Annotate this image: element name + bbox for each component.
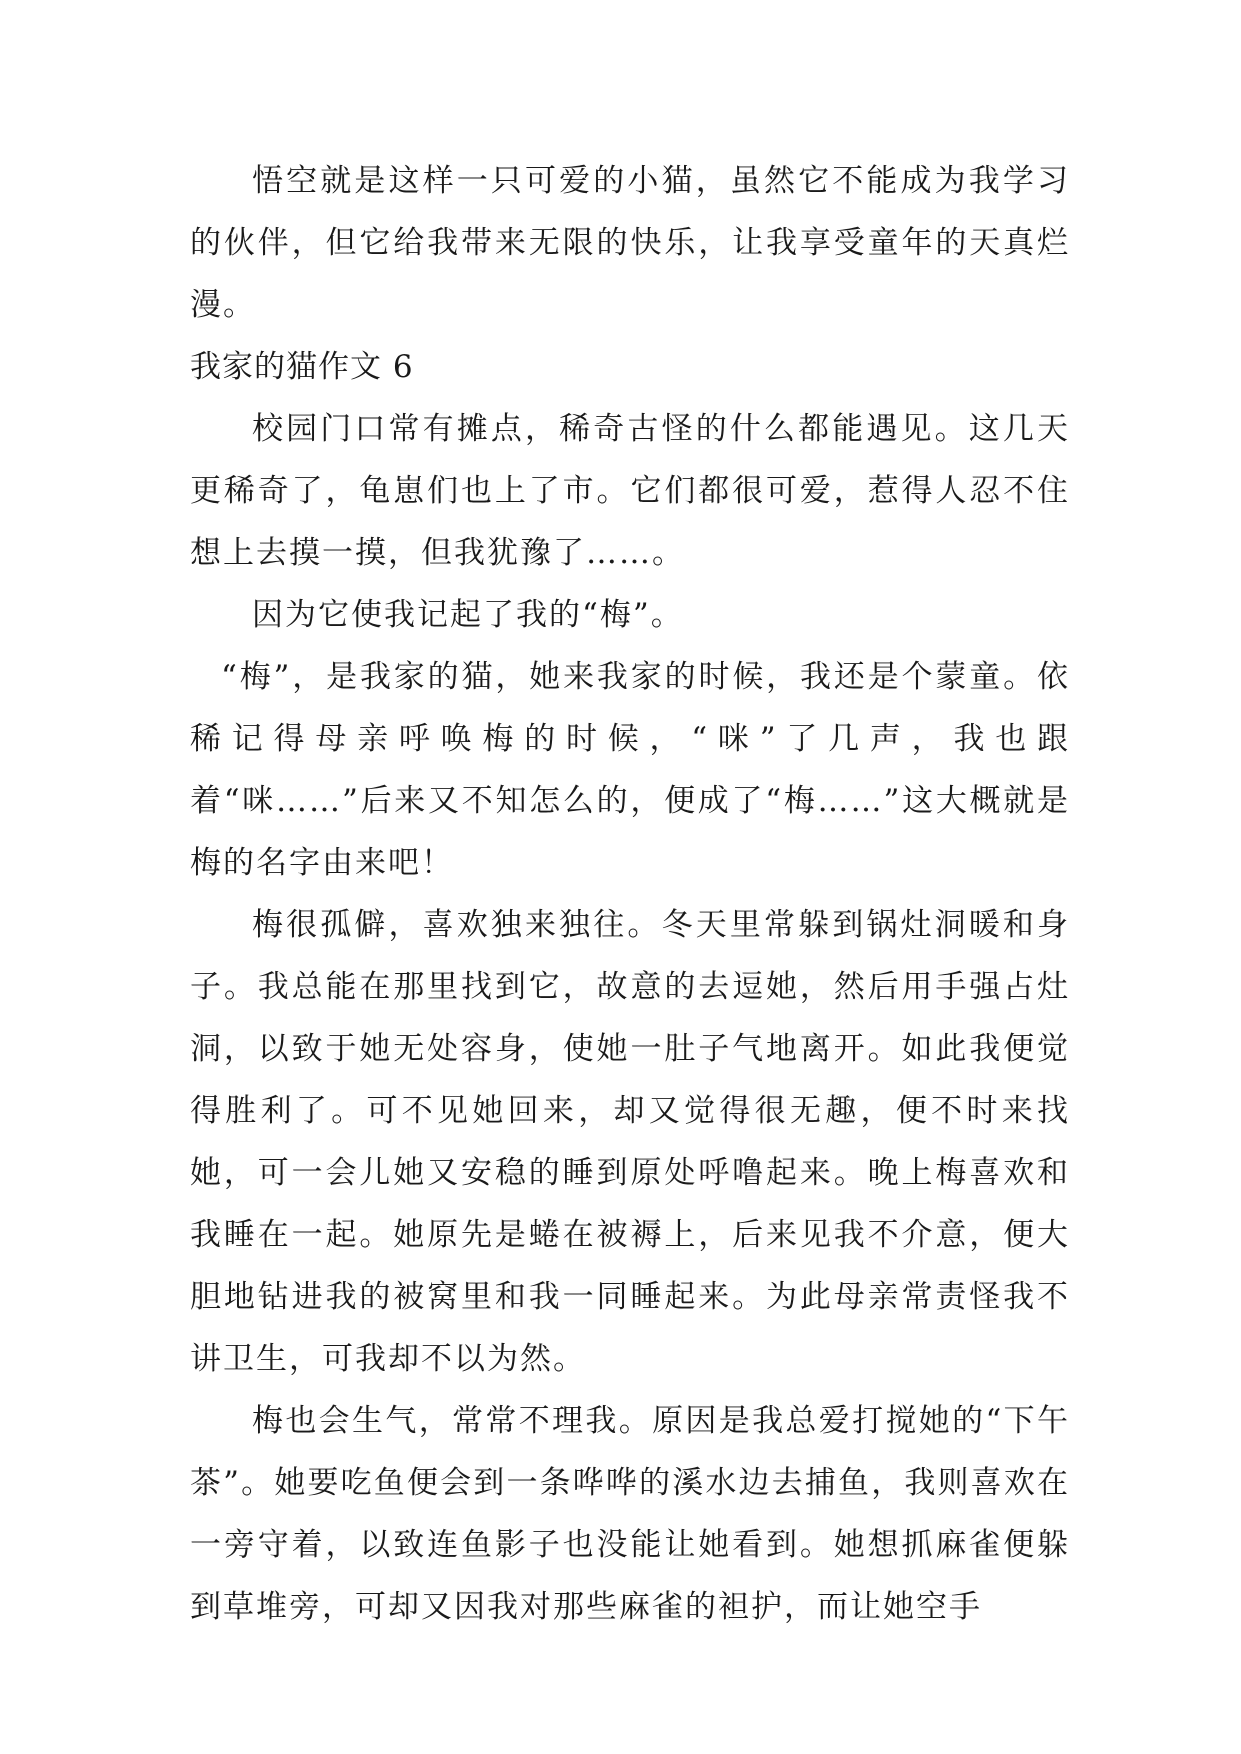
paragraph: 校园门口常有摊点，稀奇古怪的什么都能遇见。这几天更稀奇了，龟崽们也上了市。它们都很可爱，惹得人忍不住想上去摸一摸，但我犹豫了……。 xyxy=(190,411,1070,571)
section-heading: 我家的猫作文 6 xyxy=(190,349,414,385)
paragraph: 因为它使我记起了我的“梅”。 xyxy=(252,597,684,633)
article-body xyxy=(190,150,1070,1638)
paragraph: 梅很孤僻，喜欢独来独往。冬天里常躲到锅灶洞暖和身子。我总能在那里找到它，故意的去逗她，然后用手强占灶洞，以致于她无处容身，使她一肚子气地离开。如此我便觉得胜利了。可不见她回来，却又觉得很无趣，便不时来找她，可一会儿她又安稳的睡到原处呼噜起来。晚上梅喜欢和我睡在一起。她原先是蜷在被褥上，后来见我不介意，便大胆地钻进我的被窝里和我一同睡起来。为此母亲常责怪我不讲卫生，可我却不以为然。 xyxy=(190,907,1070,1377)
paragraph: 悟空就是这样一只可爱的小猫，虽然它不能成为我学习的伙伴，但它给我带来无限的快乐，让我享受童年的天真烂漫。 xyxy=(190,163,1070,323)
paragraph: 梅也会生气，常常不理我。原因是我总爱打搅她的“下午茶”。她要吃鱼便会到一条哗哗的溪水边去捕鱼，我则喜欢在一旁守着，以致连鱼影子也没能让她看到。她想抓麻雀便躲到草堆旁，可却又因我对那些麻雀的袒护，而让她空手 xyxy=(190,1403,1070,1625)
paragraph: “梅”，是我家的猫，她来我家的时候，我还是个蒙童。依稀记得母亲呼唤梅的时候，“咪”了几声，我也跟着“咪……”后来又不知怎么的，便成了“梅……”这大概就是梅的名字由来吧！ xyxy=(190,659,1070,881)
